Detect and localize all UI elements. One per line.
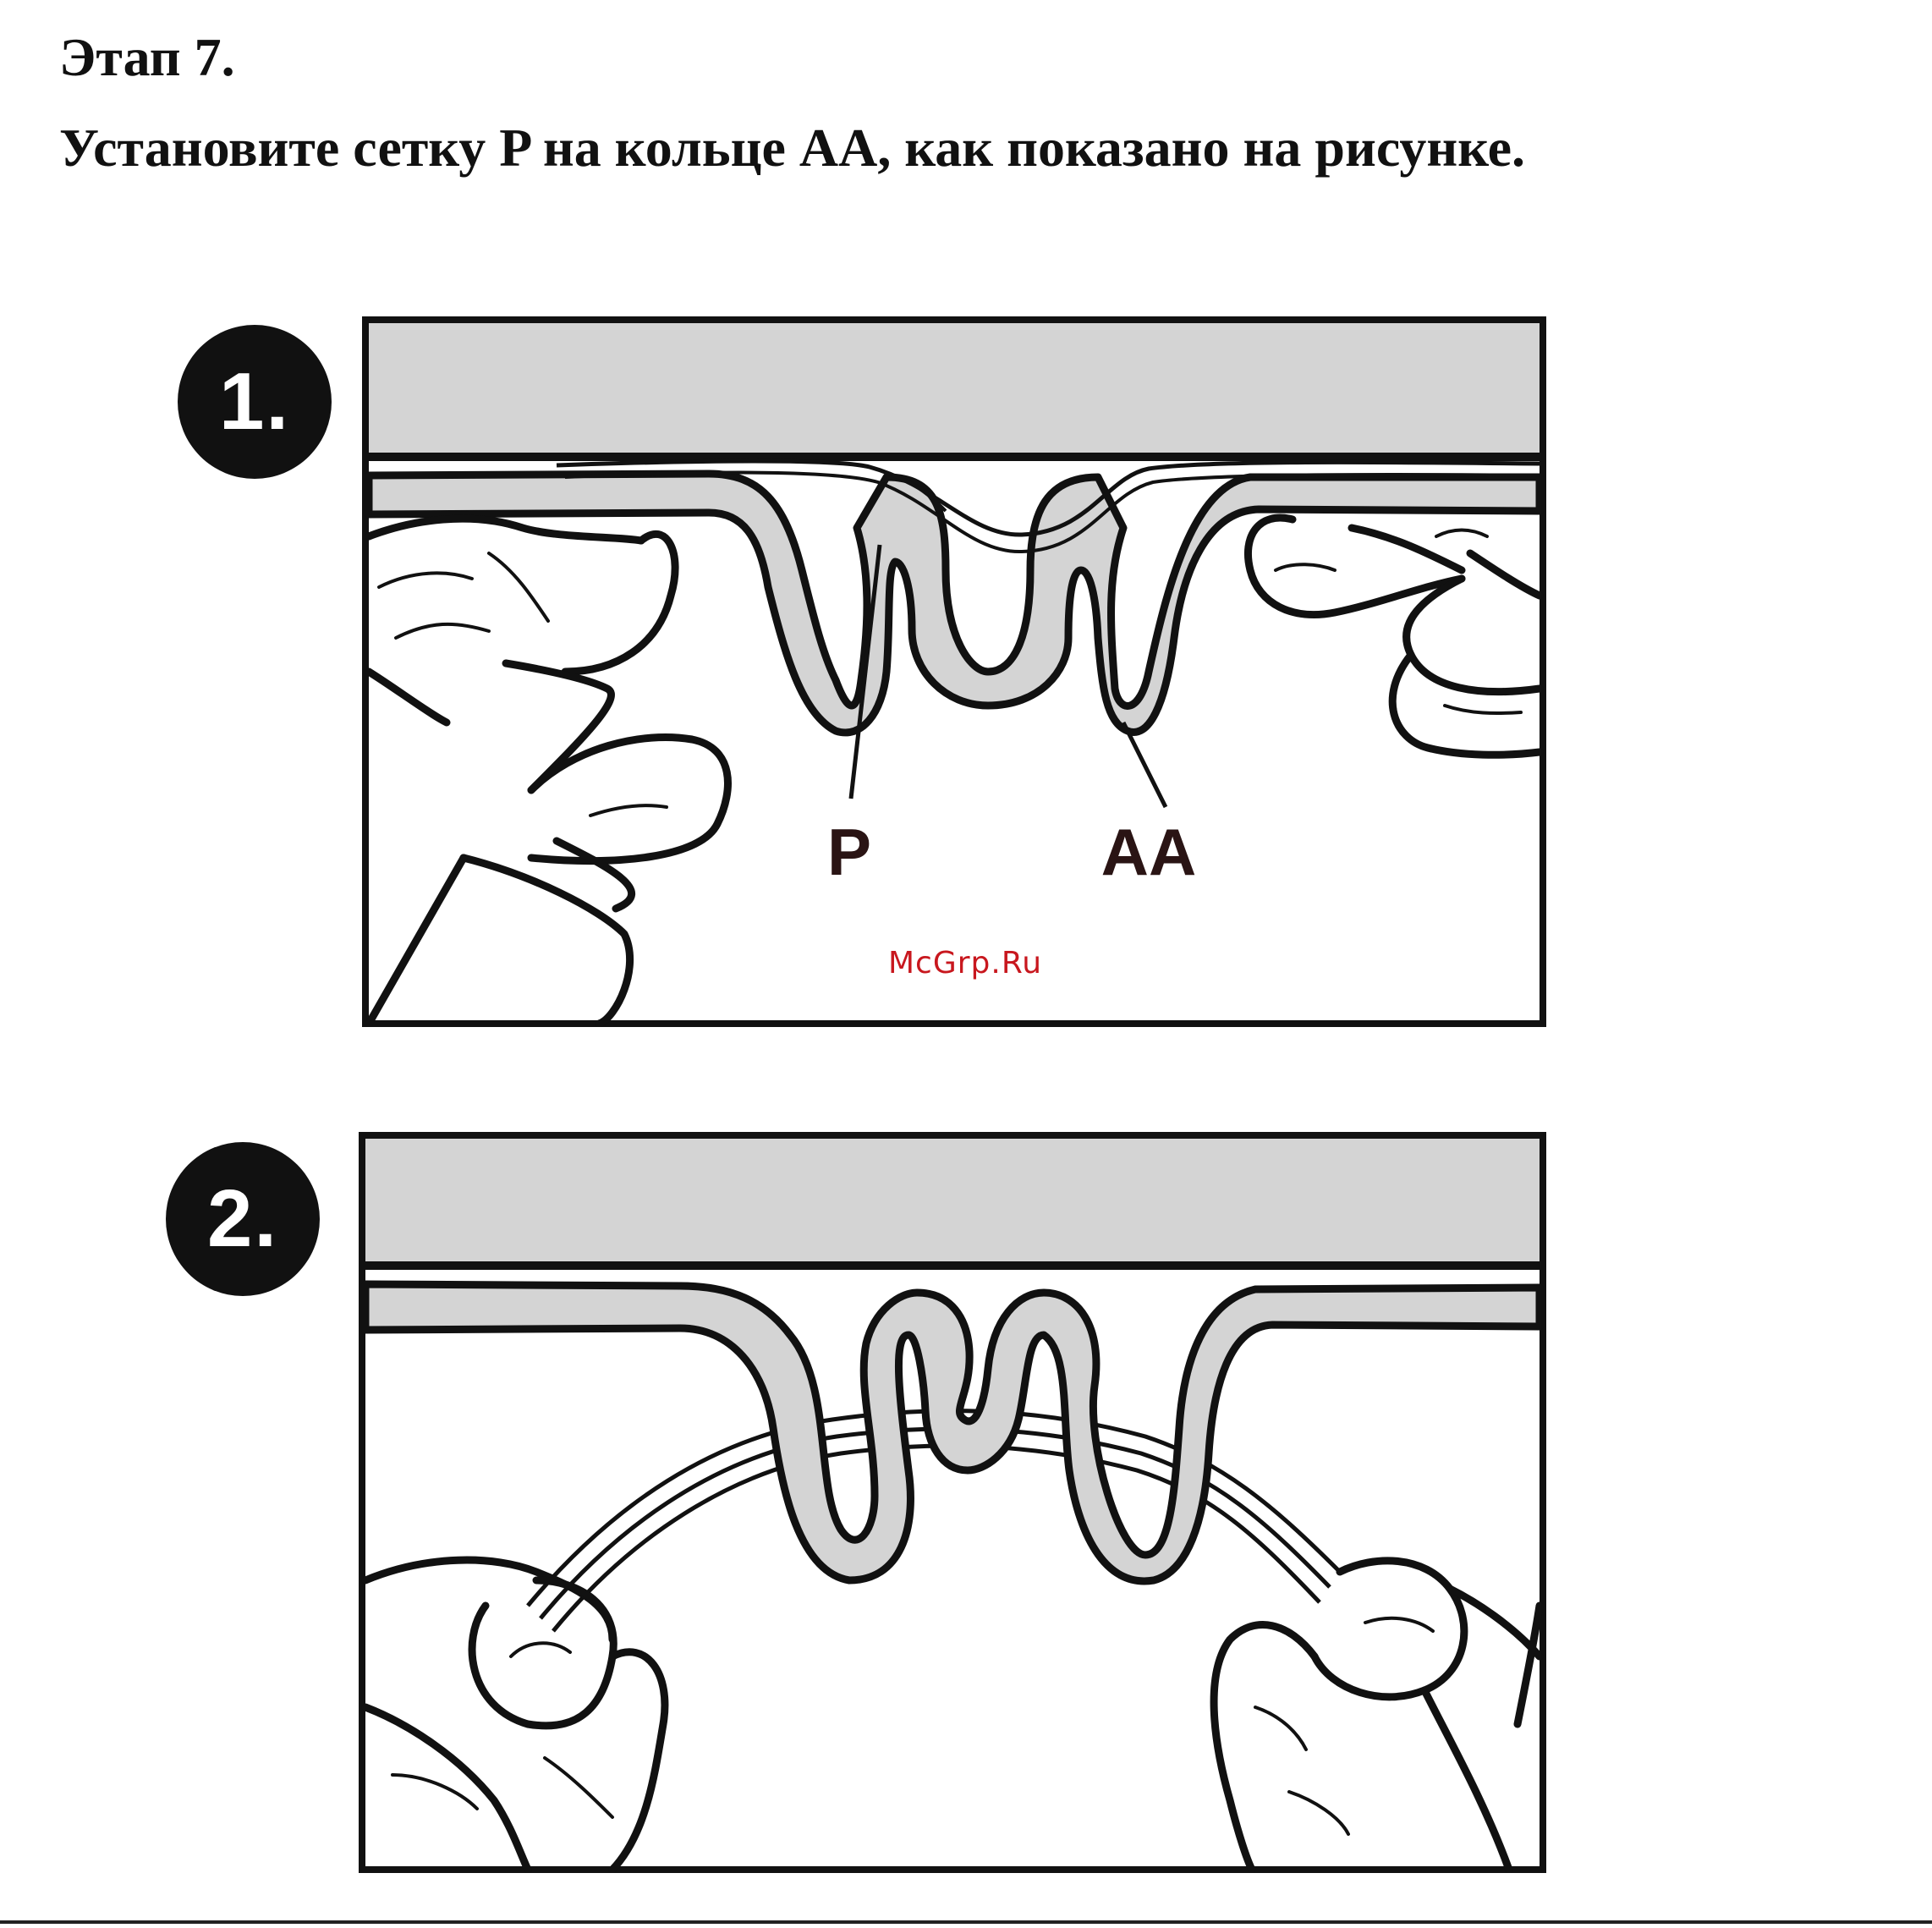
label-aa: AA (1100, 815, 1197, 889)
bottom-rule (0, 1920, 1932, 1924)
watermark: McGrp.Ru (888, 946, 1043, 980)
step-badge-1: 1. (178, 325, 332, 479)
figure-1-panel (369, 323, 1540, 457)
label-p: P (826, 815, 872, 889)
step-badge-2: 2. (166, 1142, 320, 1296)
figure-step-2 (359, 1132, 1546, 1873)
figure-2-panel (365, 1139, 1540, 1266)
step-instruction: Установите сетку P на кольце AA, как показано на рисунке. (59, 118, 1525, 178)
figure-step-1 (362, 316, 1546, 1027)
step-title: Этап 7. (59, 27, 235, 87)
